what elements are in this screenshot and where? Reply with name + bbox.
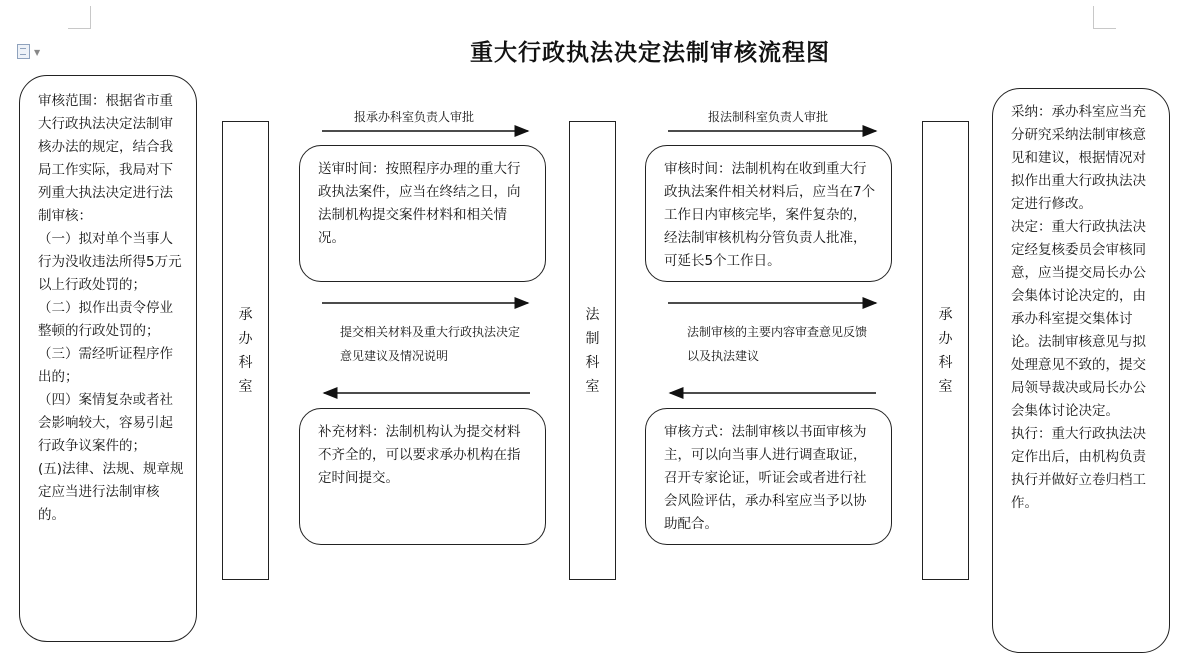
scope-line: 审核范围：根据省市重大行政执法决定法制审核办法的规定，结合我局工作实际，我局对下列重大执法决定进行法制审核：	[38, 93, 173, 224]
scope-line: （二）拟作出责令停业整顿的行政处罚的；	[38, 300, 173, 339]
arrow-label-mid-left: 提交相关材料及重大行政执法决定意见建议及情况说明	[340, 325, 521, 363]
scope-line: （四）案情复杂或者社会影响较大，容易引起行政争议案件的；	[38, 392, 173, 454]
column-label: 承办科室	[938, 306, 953, 395]
review-method-box: 审核方式：法制审核以书面审核为主，可以向当事人进行调查取证，召开专家论证，听证会或者进行社会风险评估，承办科室应当予以协助配合。	[645, 408, 892, 545]
column-label: 法制科室	[585, 306, 600, 395]
decision-line: 执行：重大行政执法决定作出后，由机构负责执行并做好立卷归档工作。	[1011, 426, 1146, 511]
scope-line: （一）拟对单个当事人行为没收违法所得5万元以上行政处罚的；	[38, 231, 182, 293]
supplement-box: 补充材料：法制机构认为提交材料不齐全的，可以要求承办机构在指定时间提交。	[299, 408, 546, 545]
arrow-label-top-right: 报法制科室负责人审批	[708, 110, 829, 124]
scope-line: （三）需经听证程序作出的；	[38, 346, 173, 385]
scope-line: (五)法律、法规、规章规定应当进行法制审核的。	[38, 461, 184, 523]
decision-line: 采纳：承办科室应当充分研究采纳法制审核意见和建议，根据情况对拟作出重大行政执法决定进行修改。	[1011, 104, 1146, 212]
decision-box	[992, 88, 1170, 653]
review-time-box: 审核时间：法制机构在收到重大行政执法案件相关材料后，应当在7个工作日内审核完毕，案件复杂的，经法制审核机构分管负责人批准，可延长5个工作日。	[645, 145, 892, 282]
column-label: 承办科室	[238, 306, 253, 395]
submit-time-box: 送审时间：按照程序办理的重大行政执法案件，应当在终结之日，向法制机构提交案件材料和相关情况。	[299, 145, 546, 282]
dropdown-arrow-icon[interactable]: ▼	[34, 48, 41, 57]
arrow-label-top-left: 报承办科室负责人审批	[354, 110, 475, 124]
arrow-label-mid-right: 法制审核的主要内容审查意见反馈以及执法建议	[687, 325, 868, 363]
diagram-title: 重大行政执法决定法制审核流程图	[470, 39, 830, 66]
decision-line: 决定：重大行政执法决定经复核委员会审核同意，应当提交局长办公会集体讨论决定的，由承办科室提交集体讨论。法制审核意见与拟处理意见不致的，提交局领导裁决或局长办公会集体讨论决定。	[1011, 219, 1146, 419]
